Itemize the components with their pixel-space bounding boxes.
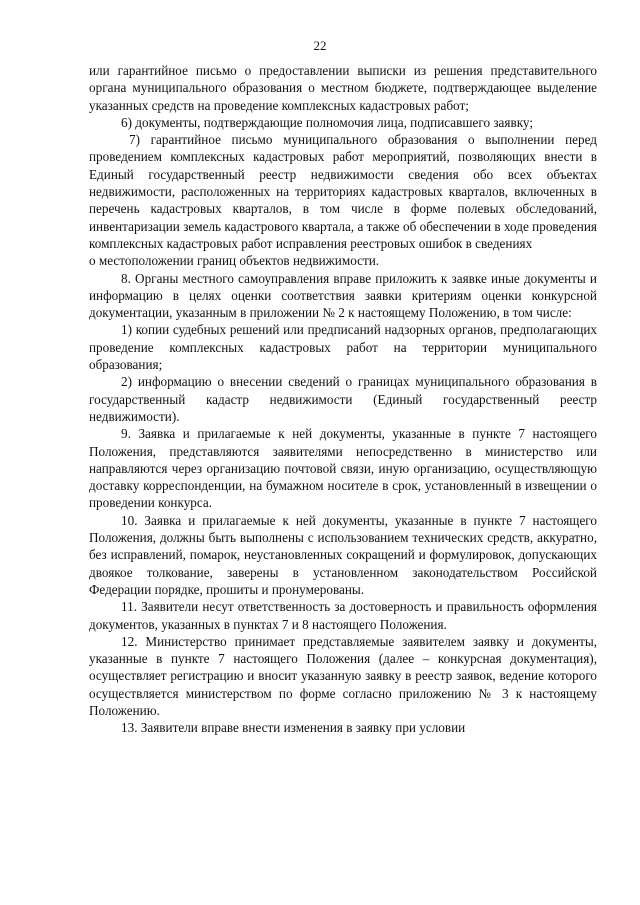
paragraph-clause-8-item-2: 2) информацию о внесении сведений о границах муниципального образования в государственный кадастр недвижимости (Единый государственный реестр недвижимости).: [89, 374, 597, 424]
page-number: 22: [313, 38, 327, 53]
paragraph-clause-10: 10. Заявка и прилагаемые к ней документы, указанные в пункте 7 настоящего Положения, должны быть выполнены с использованием технических средств, аккуратно, без исправлений, помарок, неустановленных сокращений и формулировок, допускающих двоякое толкование, заверены в установленном законодательством Российской Федерации порядке, прошиты и пронумерованы.: [89, 512, 597, 597]
paragraph-guarantee-letter-continued: или гарантийное письмо о предоставлении выписки из решения представительного органа муниципального образования о местном бюджете, подтверждающее выделение указанных средств на проведение комплексных кадастровых работ;: [89, 63, 597, 113]
paragraph-clause-12: 12. Министерство принимает представляемые заявителем заявку и документы, указанные в пункте 7 настоящего Положения (далее – конкурсная документация), осуществляет регистрацию и вносит указанную заявку в реестр заявок, ведение которого осуществляется министерством по форме согласно приложению № 3 к настоящему Положению.: [89, 633, 597, 718]
paragraph-item-7-end: о местоположении границ объектов недвижимости.: [89, 253, 380, 269]
body-text: [89, 62, 597, 737]
paragraph-item-7: 7) гарантийное письмо муниципального образования о выполнении перед проведением комплексных кадастровых работ мероприятий, позволяющих внести в Единый государственный реестр недвижимости сведения обо всех объектах недвижимости, расположенных на территориях кадастровых кварталов, включенных в перечень кадастровых кварталов, в том числе в форме полевых обследований, инвентаризации земель кадастрового квартала, а также об обеспечении в ходе проведения комплексных кадастровых работ исправления реестровых ошибок в сведениях: [89, 132, 597, 251]
paragraph-clause-13: 13. Заявители вправе внести изменения в заявку при условии: [121, 720, 466, 736]
paragraph-clause-8-item-1: 1) копии судебных решений или предписаний надзорных органов, предполагающих проведение комплексных кадастровых работ на территории муниципального образования;: [89, 322, 597, 373]
paragraph-item-6: 6) документы, подтверждающие полномочия лица, подписавшего заявку;: [121, 114, 534, 130]
paragraph-clause-9: 9. Заявка и прилагаемые к ней документы, указанные в пункте 7 настоящего Положения, представляются заявителями непосредственно в министерство или направляются через организацию почтовой связи, иную организацию, осуществляющую доставку корреспонденции, на бумажном носителе в срок, установленный в извещении о проведении конкурса.: [89, 426, 597, 511]
paragraph-clause-8: 8. Органы местного самоуправления вправе приложить к заявке иные документы и информацию в целях оценки соответствия заявки критериям оценки конкурсной документации, указанным в приложении № 2 к настоящему Положению, в том числе:: [89, 270, 597, 321]
paragraph-clause-11: 11. Заявители несут ответственность за достоверность и правильность оформления документов, указанных в пунктах 7 и 8 настоящего Положения.: [89, 599, 597, 632]
